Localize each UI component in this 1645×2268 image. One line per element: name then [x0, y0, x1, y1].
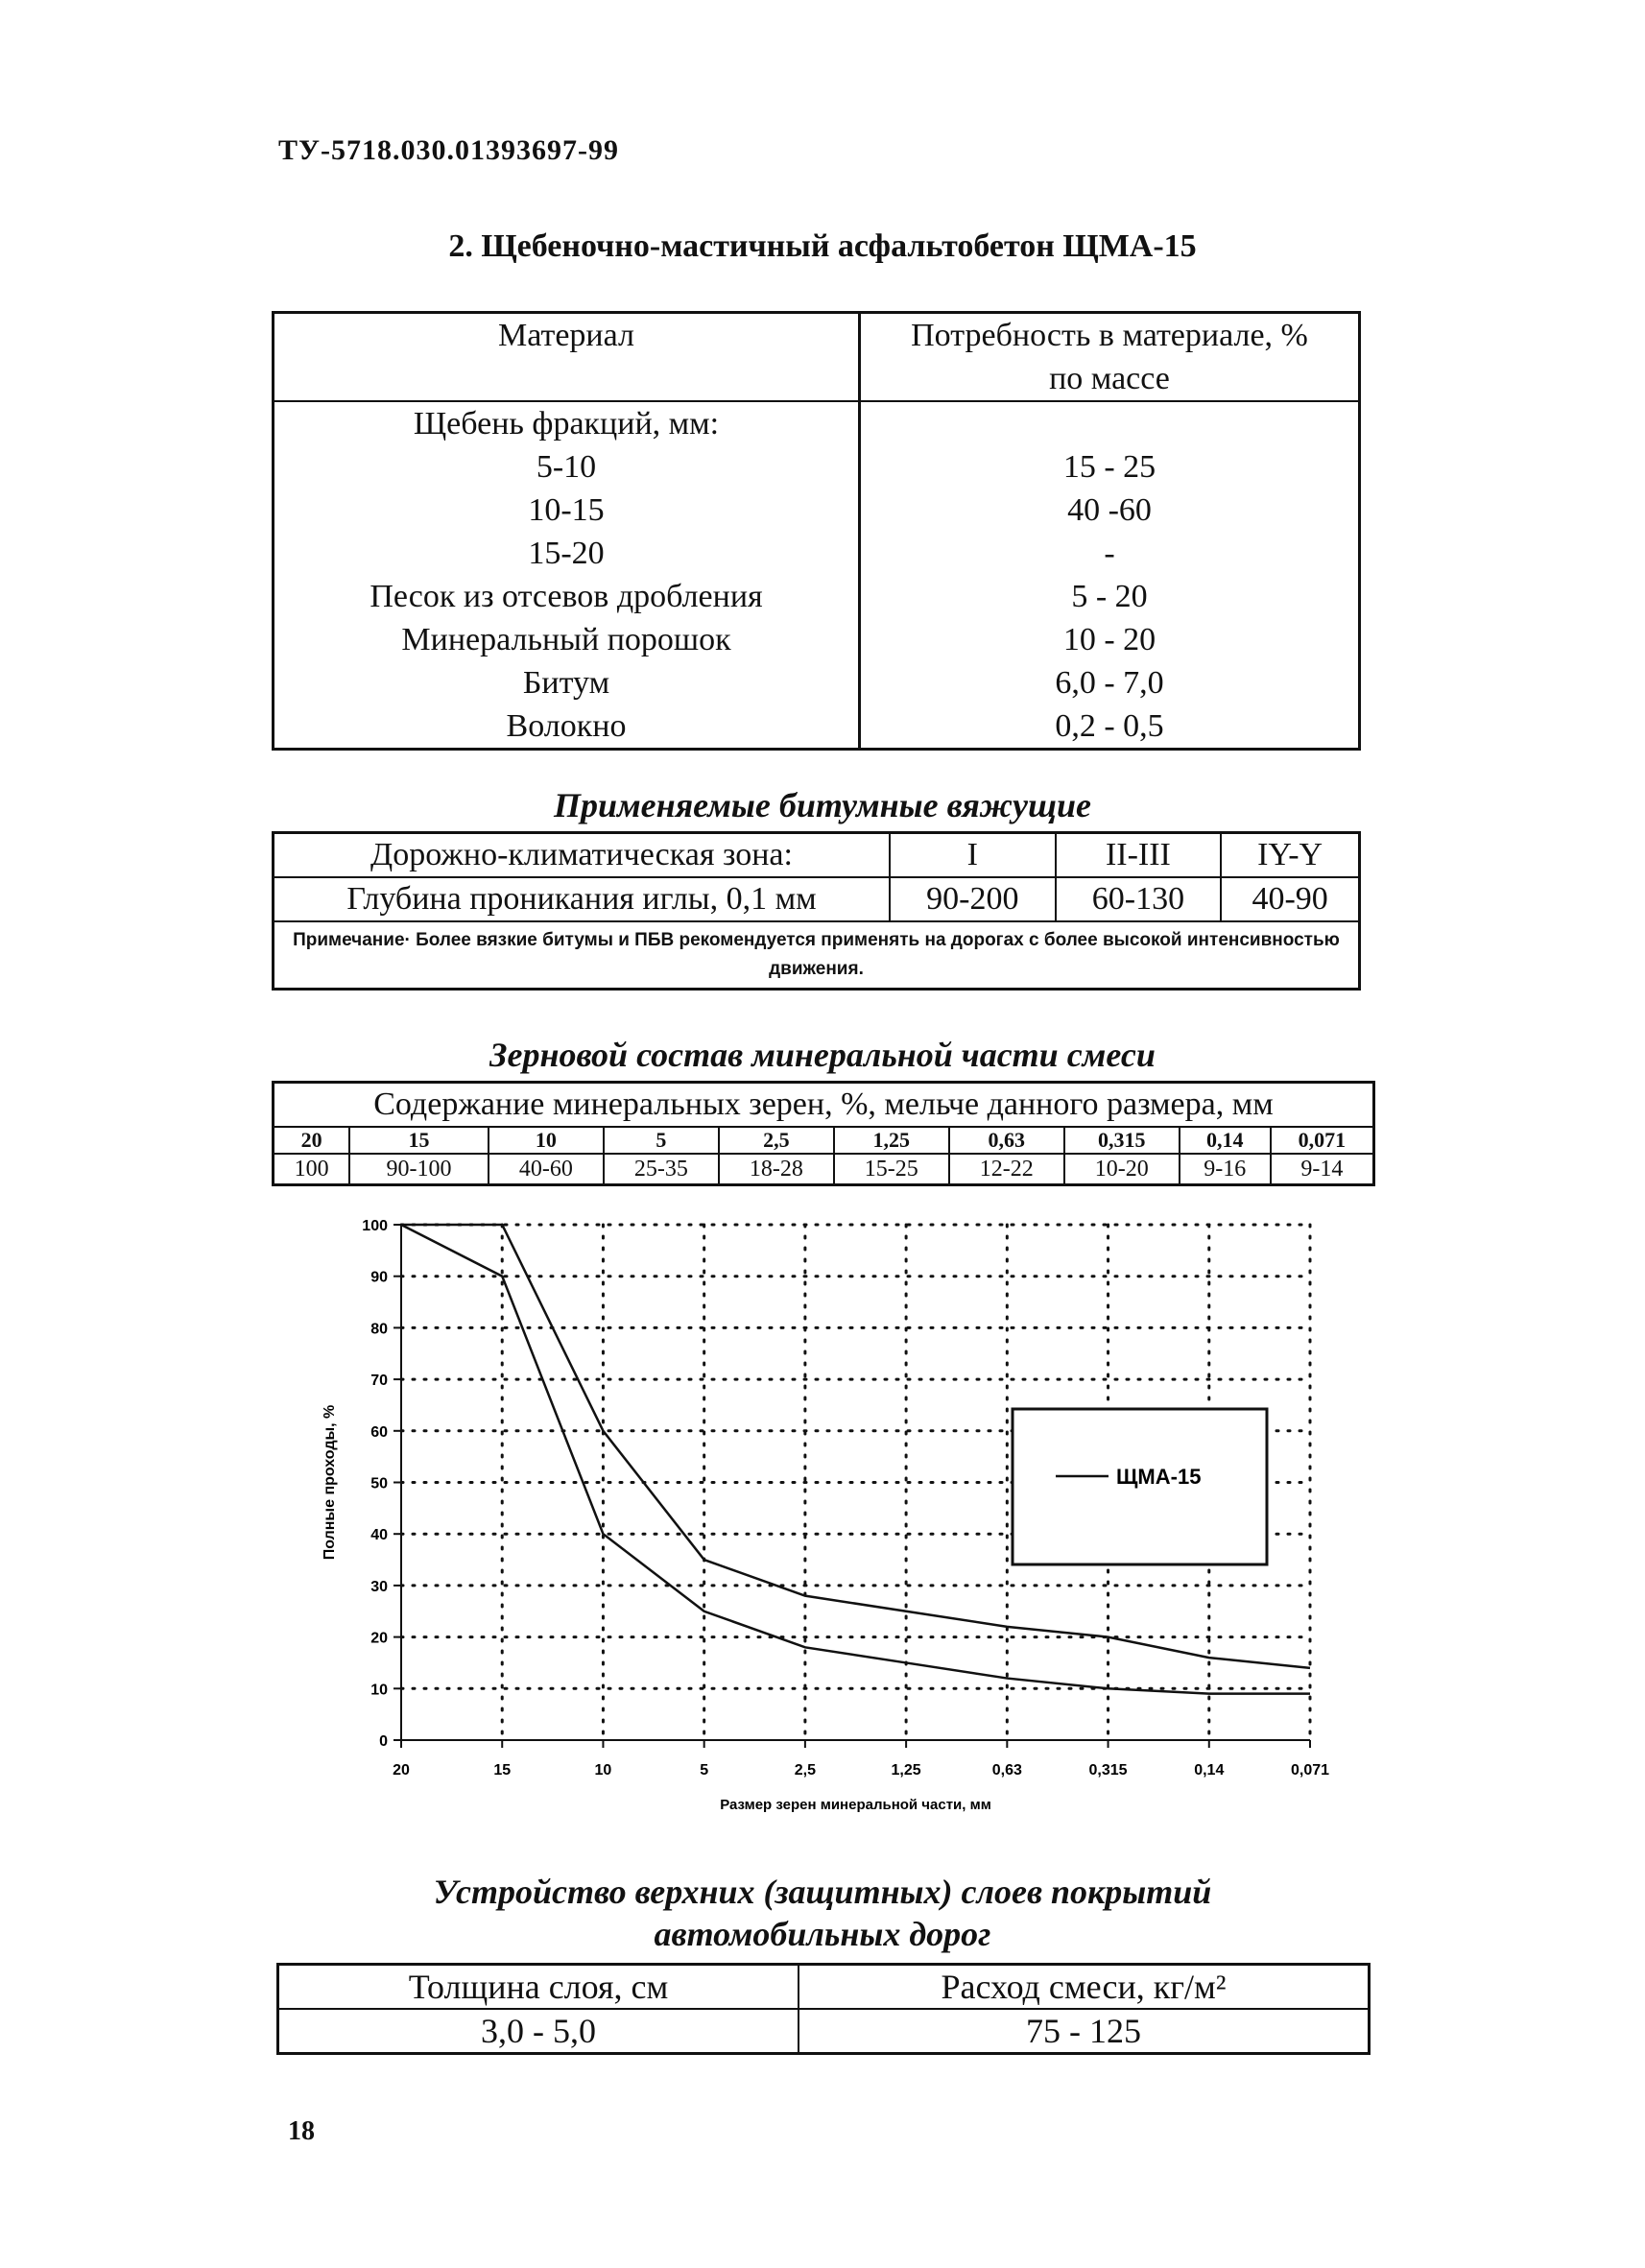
- materials-table: [272, 311, 1361, 751]
- material-name: Минеральный порошок: [274, 618, 860, 661]
- grain-size: 1,25: [834, 1127, 949, 1154]
- x-axis-label: Размер зерен минеральной части, мм: [720, 1797, 991, 1813]
- material-value: 10 - 20: [860, 618, 1360, 661]
- table-row: [274, 489, 1360, 532]
- grain-value: 40-60: [489, 1154, 604, 1185]
- zone-label: Дорожно-климатическая зона:: [274, 833, 891, 878]
- material-value: 6,0 - 7,0: [860, 661, 1360, 704]
- page-number: 18: [288, 2116, 315, 2146]
- header-need: [860, 313, 1360, 402]
- y-tick-label: 90: [370, 1269, 388, 1286]
- material-name: 15-20: [274, 532, 860, 575]
- binders-table: [272, 831, 1361, 991]
- grain-size: 15: [349, 1127, 489, 1154]
- x-tick-label: 15: [493, 1762, 512, 1779]
- grain-value: 25-35: [604, 1154, 719, 1185]
- x-tick-label: 20: [393, 1762, 410, 1779]
- y-tick-label: 100: [362, 1218, 388, 1234]
- top-layers-caption-1: Устройство верхних (защитных) слоев покрытий: [433, 1873, 1212, 1911]
- grain-value: 12-22: [949, 1154, 1064, 1185]
- material-name: Песок из отсевов дробления: [274, 575, 860, 618]
- thickness-value: 3,0 - 5,0: [278, 2009, 799, 2054]
- penetration-value: 60-130: [1056, 877, 1222, 921]
- consumption-value: 75 - 125: [799, 2009, 1370, 2054]
- material-value: 15 - 25: [860, 445, 1360, 489]
- header-need-line2: по массе: [1049, 361, 1170, 396]
- zone-value: I: [890, 833, 1056, 878]
- grain-chart: [288, 1209, 1382, 1843]
- table-row: [274, 661, 1360, 704]
- y-tick-label: 20: [370, 1630, 388, 1647]
- y-tick-label: 40: [370, 1527, 388, 1544]
- y-tick-label: 60: [370, 1423, 388, 1441]
- legend-label: ЩМА-15: [1116, 1465, 1202, 1489]
- material-name: 5-10: [274, 445, 860, 489]
- penetration-label: Глубина проникания иглы, 0,1 мм: [274, 877, 891, 921]
- grain-header: Содержание минеральных зерен, %, мельче данного размера, мм: [274, 1083, 1374, 1128]
- grain-table: [272, 1081, 1375, 1186]
- y-tick-label: 10: [370, 1682, 388, 1699]
- header-material: Материал: [274, 313, 860, 402]
- zone-value: IY-Y: [1221, 833, 1359, 878]
- material-value: 0,2 - 0,5: [860, 704, 1360, 750]
- penetration-value: 40-90: [1221, 877, 1359, 921]
- table-row: [274, 401, 1360, 445]
- grain-size: 5: [604, 1127, 719, 1154]
- grain-size: 20: [274, 1127, 350, 1154]
- x-tick-label: 0,071: [1290, 1762, 1330, 1779]
- grain-size: 2,5: [719, 1127, 834, 1154]
- x-tick-label: 1,25: [891, 1762, 921, 1779]
- grain-size: 0,14: [1180, 1127, 1271, 1154]
- x-tick-label: 0,315: [1088, 1762, 1128, 1779]
- document-code: ТУ-5718.030.01393697-99: [278, 134, 620, 166]
- table-row: [274, 575, 1360, 618]
- grain-value: 9-16: [1180, 1154, 1271, 1185]
- grain-size: 0,071: [1271, 1127, 1374, 1154]
- binders-caption: Применяемые битумные вяжущие: [553, 786, 1092, 824]
- grain-value: 15-25: [834, 1154, 949, 1185]
- x-tick-label: 2,5: [794, 1762, 817, 1779]
- grain-value: 100: [274, 1154, 350, 1185]
- x-tick-label: 10: [594, 1762, 612, 1779]
- material-name: Волокно: [274, 704, 860, 750]
- section-title: 2. Щебеночно-мастичный асфальтобетон ЩМА-15: [448, 228, 1197, 264]
- x-tick-label: 5: [700, 1762, 709, 1779]
- table-row: [274, 445, 1360, 489]
- binders-note: Примечание· Более вязкие битумы и ПБВ рекомендуется применять на дорогах с более высокой интенсивностью движения.: [274, 921, 1360, 990]
- x-tick-label: 0,63: [991, 1762, 1022, 1779]
- x-tick-label: 0,14: [1194, 1762, 1225, 1779]
- grain-size: 0,63: [949, 1127, 1064, 1154]
- table-row: [274, 532, 1360, 575]
- grain-value: 10-20: [1064, 1154, 1180, 1185]
- grain-value: 90-100: [349, 1154, 489, 1185]
- header-thickness: Толщина слоя, см: [278, 1965, 799, 2010]
- table-row: [274, 618, 1360, 661]
- y-tick-label: 0: [379, 1733, 388, 1750]
- grain-size: 0,315: [1064, 1127, 1180, 1154]
- material-value: [860, 401, 1360, 445]
- material-value: -: [860, 532, 1360, 575]
- table-row: [274, 704, 1360, 750]
- penetration-value: 90-200: [890, 877, 1056, 921]
- grain-value: 9-14: [1271, 1154, 1374, 1185]
- zone-value: II-III: [1056, 833, 1222, 878]
- top-layers-table: [276, 1963, 1371, 2055]
- y-tick-label: 30: [370, 1578, 388, 1595]
- top-layers-caption-2: автомобильных дорог: [654, 1915, 991, 1953]
- grain-value: 18-28: [719, 1154, 834, 1185]
- material-name: 10-15: [274, 489, 860, 532]
- material-value: 5 - 20: [860, 575, 1360, 618]
- material-value: 40 -60: [860, 489, 1360, 532]
- header-consumption: Расход смеси, кг/м²: [799, 1965, 1370, 2010]
- header-need-line1: Потребность в материале, %: [911, 318, 1308, 353]
- y-tick-label: 70: [370, 1373, 388, 1390]
- material-name: Щебень фракций, мм:: [274, 401, 860, 445]
- y-tick-label: 80: [370, 1321, 388, 1338]
- y-tick-label: 50: [370, 1475, 388, 1492]
- material-name: Битум: [274, 661, 860, 704]
- grain-size: 10: [489, 1127, 604, 1154]
- grain-caption: Зерновой состав минеральной части смеси: [489, 1036, 1156, 1074]
- y-axis-label: Полные проходы, %: [322, 1404, 338, 1561]
